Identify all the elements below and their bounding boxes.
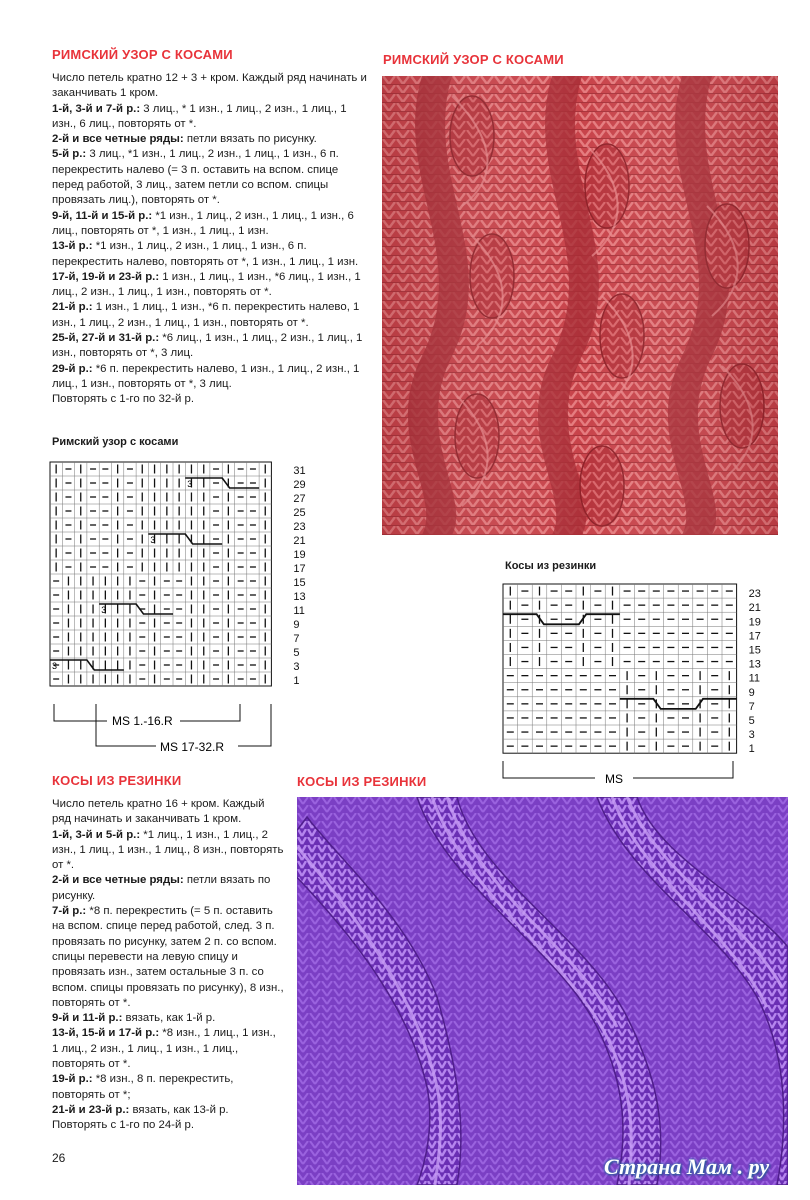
chart1-row-number: 21 xyxy=(293,535,306,547)
chart2-row-number: 15 xyxy=(748,644,761,657)
section2-title: КОСЫ ИЗ РЕЗИНКИ xyxy=(52,773,182,788)
row-label: 1-й, 3-й и 5-й р.: xyxy=(52,828,141,841)
instruction-row xyxy=(52,132,370,147)
cable-marker: 3 xyxy=(52,661,58,671)
chart1-row-number: 1 xyxy=(293,675,300,687)
chart2-row-number: 1 xyxy=(748,743,755,756)
chart1-row-number: 23 xyxy=(293,521,306,533)
section2-rows xyxy=(52,828,284,1119)
instruction-row xyxy=(52,904,284,1011)
row-text: вязать, как 1-й р. xyxy=(122,1012,216,1025)
instruction-row xyxy=(52,209,370,240)
chart1-grid xyxy=(50,462,271,686)
chart1-row-number: 31 xyxy=(293,465,306,477)
section1-rows xyxy=(52,102,370,393)
instruction-row xyxy=(52,270,370,301)
ms1-label: MS 1.-16.R xyxy=(112,714,173,728)
section2-photo-title: КОСЫ ИЗ РЕЗИНКИ xyxy=(297,774,427,789)
red-cable-swatch-photo xyxy=(382,76,778,535)
instruction-row xyxy=(52,362,370,393)
chart2-row-number: 5 xyxy=(748,715,755,727)
section2-knitting-chart xyxy=(495,578,795,794)
section1-knitting-chart xyxy=(40,456,330,764)
row-text: *1 изн., 1 лиц., 2 изн., 1 лиц., 1 изн., 6 лиц., повторять от *, 1 изн., 1 лиц., 1 изн. xyxy=(52,209,354,237)
chart1-row-number: 25 xyxy=(293,507,306,519)
row-text: 1 изн., 1 лиц., 1 изн., *6 п. перекрестить налево, 1 изн., 1 лиц., 2 изн., 1 лиц., 1 изн., повторять от *. xyxy=(52,301,360,329)
chart2-row-number: 17 xyxy=(748,630,761,643)
row-text: *1 лиц., 1 изн., 1 лиц., 2 изн., 1 лиц., 1 изн., 1 лиц., 8 изн., повторять от *. xyxy=(52,828,284,872)
row-text: *8 п. перекрестить (= 5 п. оставить на вспом. спице перед работой, след. 3 п. провязать по рисунку, затем 2 п. со вспом. спицы перевести на левую спицу и провязать изн., затем остальные 3 п. со вспом. спицы провязать по рисунку), 8 изн., повторять от *. xyxy=(52,905,284,1009)
chart1-row-numbers xyxy=(293,465,305,687)
chart1-row-number: 15 xyxy=(293,577,306,589)
section1-intro: Число петель кратно 12 + 3 + кром. Каждый ряд начинать и заканчивать 1 кром. xyxy=(52,72,367,100)
instruction-row xyxy=(52,873,284,904)
chart1-row-number: 5 xyxy=(293,647,300,659)
row-label: 9-й, 11-й и 15-й р.: xyxy=(52,209,153,222)
row-text: *6 п. перекрестить налево, 1 изн., 1 лиц., 2 изн., 1 лиц., 1 изн., повторять от *, 3 лиц. xyxy=(52,362,360,390)
row-text: *6 лиц., 1 изн., 1 лиц., 2 изн., 1 лиц., 1 изн., повторять от *, 3 лиц. xyxy=(52,332,363,360)
chart2-row-number: 23 xyxy=(748,588,761,601)
chart1-row-number: 3 xyxy=(293,661,300,673)
row-text: *8 изн., 8 п. перекрестить, повторять от *; xyxy=(52,1073,234,1101)
row-text: петли вязать по рисунку. xyxy=(52,874,271,902)
ms1-bracket-left xyxy=(54,704,107,721)
instruction-row xyxy=(52,331,370,362)
chart2-row-number: 3 xyxy=(748,729,755,742)
row-label: 25-й, 27-й и 31-й р.: xyxy=(52,332,160,345)
row-label: 19-й р.: xyxy=(52,1073,93,1086)
section2-chart-title: Косы из резинки xyxy=(505,560,597,572)
cable-marker: 3 xyxy=(187,479,193,489)
ms-bracket-left xyxy=(503,761,595,778)
instruction-row xyxy=(52,1072,284,1103)
section1-outro: Повторять с 1-го по 32-й р. xyxy=(52,393,194,406)
row-label: 2-й и все четные ряды: xyxy=(52,133,184,146)
section2-instructions xyxy=(52,797,284,1134)
row-text: 1 изн., 1 лиц., 1 изн., *6 лиц., 1 изн., 1 лиц., 2 изн., 1 лиц., 1 изн., повторять от *. xyxy=(52,270,361,299)
ms-label: MS xyxy=(605,772,623,786)
chart2-row-number: 13 xyxy=(748,658,761,671)
page-number: 26 xyxy=(52,1151,66,1165)
instruction-row xyxy=(52,828,284,874)
ms-bracket-right xyxy=(633,761,733,778)
instruction-row xyxy=(52,102,370,133)
section2-outro: Повторять с 1-го по 24-й р. xyxy=(52,1119,194,1132)
row-label: 13-й, 15-й и 17-й р.: xyxy=(52,1027,160,1040)
row-text: вязать, как 13-й р. xyxy=(129,1103,229,1116)
section1-photo-title: РИМСКИЙ УЗОР С КОСАМИ xyxy=(383,52,564,67)
row-label: 21-й р.: xyxy=(52,301,93,314)
instruction-row xyxy=(52,1026,284,1072)
row-text: 3 лиц., * 1 изн., 1 лиц., 2 изн., 1 лиц., 1 изн., 6 лиц., повторять от *. xyxy=(52,102,347,130)
row-label: 21-й и 23-й р.: xyxy=(52,1103,130,1116)
chart2-row-number: 11 xyxy=(748,672,761,685)
row-label: 13-й р.: xyxy=(52,240,93,253)
chart2-row-numbers xyxy=(749,588,761,755)
section1-chart-title: Римский узор с косами xyxy=(52,436,179,448)
chart1-row-number: 11 xyxy=(293,605,305,617)
instruction-row xyxy=(52,300,370,331)
chart2-row-number: 7 xyxy=(748,700,755,713)
chart1-row-number: 19 xyxy=(293,549,306,561)
row-label: 29-й р.: xyxy=(52,362,93,375)
chart1-row-number: 17 xyxy=(293,563,306,575)
instruction-row xyxy=(52,1011,284,1026)
section1-instructions xyxy=(52,71,370,408)
row-label: 9-й и 11-й р.: xyxy=(52,1012,123,1025)
chart2-row-number: 19 xyxy=(748,616,761,629)
row-text: *1 изн., 1 лиц., 2 изн., 1 лиц., 1 изн., 6 п. перекрестить налево, повторять от *, 1 изн., 1 лиц., 1 изн. xyxy=(52,240,359,268)
row-text: 3 лиц., *1 изн., 1 лиц., 2 изн., 1 лиц., 1 изн., 6 п. перекрестить налево (= 3 п. оставить на вспом. спице перед работой, 3 лиц., затем петли со вспом. спицы провязать лиц.), повторять от *. xyxy=(52,148,339,207)
section2-intro: Число петель кратно 16 + кром. Каждый ряд начинать и заканчивать 1 кром. xyxy=(52,798,265,826)
chart1-row-number: 29 xyxy=(293,479,306,491)
row-label: 17-й, 19-й и 23-й р.: xyxy=(52,270,160,283)
chart2-row-number: 21 xyxy=(748,602,761,615)
ms1-bracket-right xyxy=(180,704,240,721)
ms2-label: MS 17-32.R xyxy=(160,740,225,754)
row-text: петли вязать по рисунку. xyxy=(183,133,317,146)
chart1-row-number: 13 xyxy=(293,591,306,603)
purple-cable-swatch-photo xyxy=(297,797,788,1185)
chart2-grid xyxy=(503,584,737,753)
ms2-bracket-right xyxy=(238,704,271,746)
chart2-row-number: 9 xyxy=(748,686,755,699)
row-text: *8 изн., 1 лиц., 1 изн., 1 лиц., 2 изн., 1 лиц., 1 изн., 1 лиц., повторять от *. xyxy=(52,1027,276,1071)
row-label: 2-й и все четные ряды: xyxy=(52,874,184,887)
row-label: 1-й, 3-й и 7-й р.: xyxy=(52,102,141,115)
row-label: 7-й р.: xyxy=(52,905,87,918)
site-watermark: Страна Мам . ру xyxy=(604,1154,770,1179)
instruction-row xyxy=(52,147,370,208)
instruction-row xyxy=(52,1103,284,1118)
section1-title: РИМСКИЙ УЗОР С КОСАМИ xyxy=(52,47,233,62)
chart1-row-number: 9 xyxy=(293,619,300,631)
row-label: 5-й р.: xyxy=(52,148,87,161)
instruction-row xyxy=(52,239,370,270)
cable-marker: 3 xyxy=(150,535,156,545)
chart1-row-number: 7 xyxy=(293,633,300,645)
chart1-row-number: 27 xyxy=(293,493,306,505)
cable-marker: 3 xyxy=(101,605,107,615)
